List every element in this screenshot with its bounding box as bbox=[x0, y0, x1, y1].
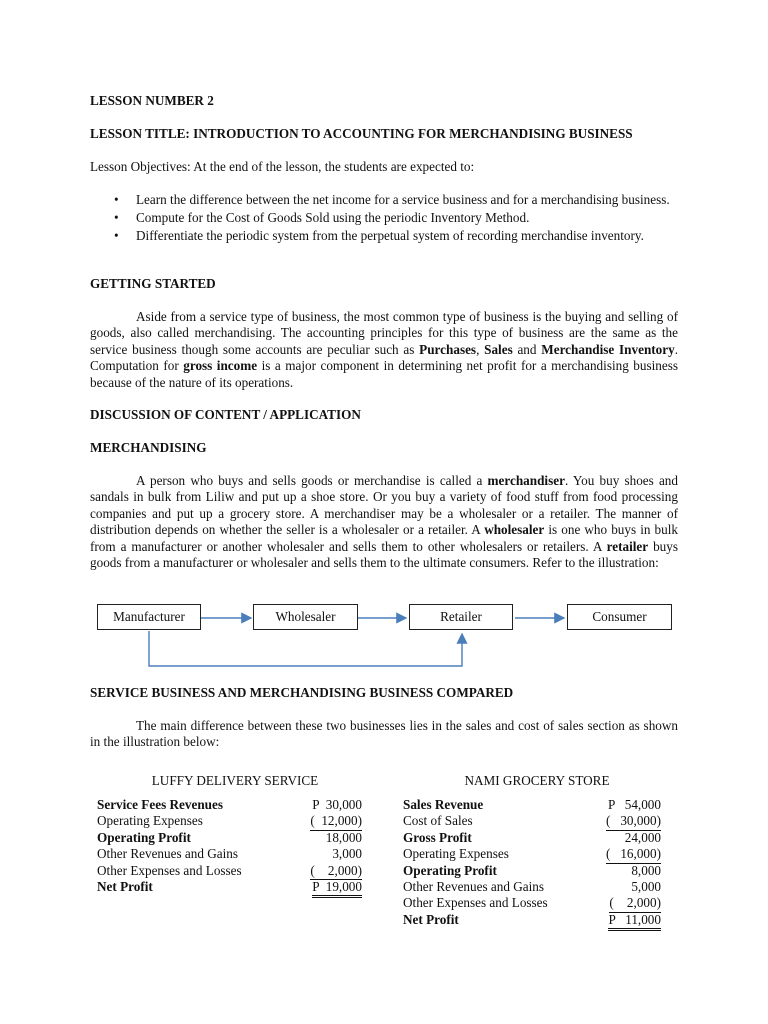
objective-item: • Compute for the Cost of Goods Sold using the periodic Inventory Method. bbox=[90, 210, 678, 226]
compared-paragraph: The main difference between these two businesses lies in the sales and cost of sales section as shown in the illustration below: bbox=[90, 718, 678, 750]
getting-started-paragraph: Aside from a service type of business, the most common type of business is the buying and selling of goods, also called merchandising. The accounting principles for this type of business are the same as the service business though some accounts are peculiar such as Purchases, Sales and Merchandise Inventory. Computation for gross income is a major component in determining net profit for a merchandising business because of the nature of its operations. bbox=[90, 309, 679, 390]
table-row: Net Profit P 19,000 bbox=[97, 879, 362, 895]
compared-heading: SERVICE BUSINESS AND MERCHANDISING BUSINESS COMPARED bbox=[90, 685, 514, 700]
table-row: Sales Revenue P 54,000 bbox=[403, 797, 661, 812]
table-row: Operating Expenses ( 16,000) bbox=[403, 846, 661, 862]
discussion-heading: DISCUSSION OF CONTENT / APPLICATION bbox=[90, 407, 361, 422]
table-row: Operating Profit 18,000 bbox=[97, 829, 362, 845]
objective-item: • Learn the difference between the net income for a service business and for a merchandising business. bbox=[90, 192, 678, 208]
objectives-intro: Lesson Objectives: At the end of the lesson, the students are expected to: bbox=[90, 159, 475, 174]
table-row: Gross Profit 24,000 bbox=[403, 829, 661, 845]
luffy-table-title: LUFFY DELIVERY SERVICE bbox=[151, 773, 319, 788]
getting-started-heading: GETTING STARTED bbox=[90, 276, 216, 291]
lesson-number: LESSON NUMBER 2 bbox=[90, 93, 214, 108]
arrow-manufacturer-to-retailer bbox=[149, 631, 462, 666]
table-row: Other Expenses and Losses ( 2,000) bbox=[97, 863, 362, 879]
table-row: Cost of Sales ( 30,000) bbox=[403, 813, 661, 829]
flow-box-wholesaler: Wholesaler bbox=[253, 604, 358, 630]
lesson-title: LESSON TITLE: INTRODUCTION TO ACCOUNTING FOR MERCHANDISING BUSINESS bbox=[90, 126, 633, 141]
nami-income-statement bbox=[403, 797, 661, 928]
flow-box-consumer: Consumer bbox=[567, 604, 672, 630]
table-row: Other Revenues and Gains 3,000 bbox=[97, 846, 362, 862]
flow-box-manufacturer: Manufacturer bbox=[97, 604, 201, 630]
table-row: Net Profit P 11,000 bbox=[403, 912, 661, 928]
flow-box-retailer: Retailer bbox=[409, 604, 513, 630]
merchandising-paragraph: A person who buys and sells goods or merchandise is called a merchandiser. You buy shoes and sandals in bulk from Liliw and put up a shoe store. Or you buy a variety of food stuff from food processing companies and put up a grocery store. A merchandiser may be a wholesaler or a retailer. The manner of distribution depends on whether the seller is a wholesaler or a retailer. A wholesaler is one who buys in bulk from a manufacturer or another wholesaler and sells them to other wholesalers or retailers. A retailer buys goods from a manufacturer or wholesaler and sells them to the ultimate consumers. Refer to the illustration: bbox=[90, 473, 679, 571]
table-row: Service Fees Revenues P 30,000 bbox=[97, 797, 362, 812]
table-row: Operating Expenses ( 12,000) bbox=[97, 813, 362, 829]
nami-table-title: NAMI GROCERY STORE bbox=[464, 773, 610, 788]
luffy-income-statement bbox=[97, 797, 362, 895]
objective-item: • Differentiate the periodic system from the perpetual system of recording merchandise inventory. bbox=[90, 228, 678, 244]
merchandising-heading: MERCHANDISING bbox=[90, 440, 207, 455]
table-row: Other Expenses and Losses ( 2,000) bbox=[403, 895, 661, 911]
table-row: Other Revenues and Gains 5,000 bbox=[403, 878, 661, 894]
table-row: Operating Profit 8,000 bbox=[403, 862, 661, 878]
